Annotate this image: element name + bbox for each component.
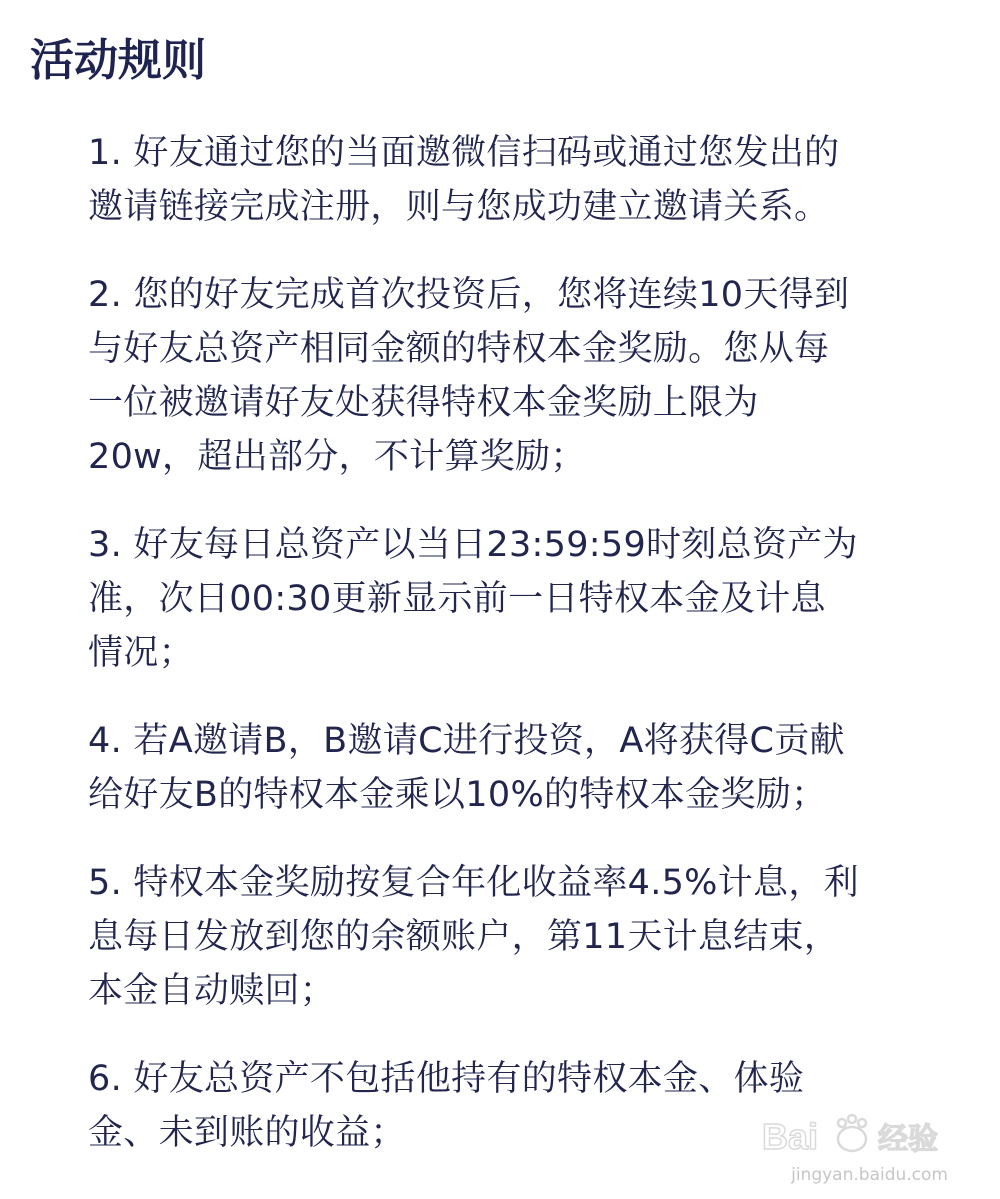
page-title: 活动规则 bbox=[30, 35, 206, 86]
rule-item-4 bbox=[88, 714, 948, 822]
rule-line: 本金自动赎回； bbox=[88, 971, 336, 1011]
rule-line: 息每日发放到您的余额账户，第11天计息结束， bbox=[88, 917, 840, 957]
rule-item-3 bbox=[88, 518, 948, 680]
watermark-url: jingyan.baidu.com bbox=[791, 1165, 948, 1185]
svg-text:Bai: Bai bbox=[762, 1116, 819, 1157]
rule-line: 情况； bbox=[88, 633, 194, 673]
rule-line: 20w，超出部分，不计算奖励； bbox=[88, 437, 586, 477]
rule-line: 邀请链接完成注册，则与您成功建立邀请关系。 bbox=[88, 187, 830, 227]
rule-line: 6. 好友总资产不包括他持有的特权本金、体验 bbox=[88, 1059, 805, 1099]
rule-line: 准，次日00:30更新显示前一日特权本金及计息 bbox=[88, 579, 826, 619]
svg-text:经验: 经验 bbox=[878, 1122, 938, 1157]
baidu-paw-logo-icon bbox=[760, 1111, 960, 1163]
rule-line: 1. 好友通过您的当面邀微信扫码或通过您发出的 bbox=[88, 133, 840, 173]
rule-line: 金、未到账的收益； bbox=[88, 1113, 406, 1153]
rule-line: 5. 特权本金奖励按复合年化收益率4.5%计息，利 bbox=[88, 863, 859, 903]
rule-item-1 bbox=[88, 126, 948, 234]
rule-item-2 bbox=[88, 268, 948, 484]
rule-line: 一位被邀请好友处获得特权本金奖励上限为 bbox=[88, 383, 759, 423]
rules-list bbox=[88, 126, 948, 1160]
rule-line: 与好友总资产相同金额的特权本金奖励。您从每 bbox=[88, 329, 830, 369]
rule-line: 给好友B的特权本金乘以10%的特权本金奖励； bbox=[88, 775, 827, 815]
rule-line: 2. 您的好友完成首次投资后，您将连续10天得到 bbox=[88, 275, 850, 315]
rule-line: 4. 若A邀请B，B邀请C进行投资，A将获得C贡献 bbox=[88, 721, 845, 761]
rule-line: 3. 好友每日总资产以当日23:59:59时刻总资产为 bbox=[88, 525, 858, 565]
rule-item-5 bbox=[88, 856, 948, 1018]
